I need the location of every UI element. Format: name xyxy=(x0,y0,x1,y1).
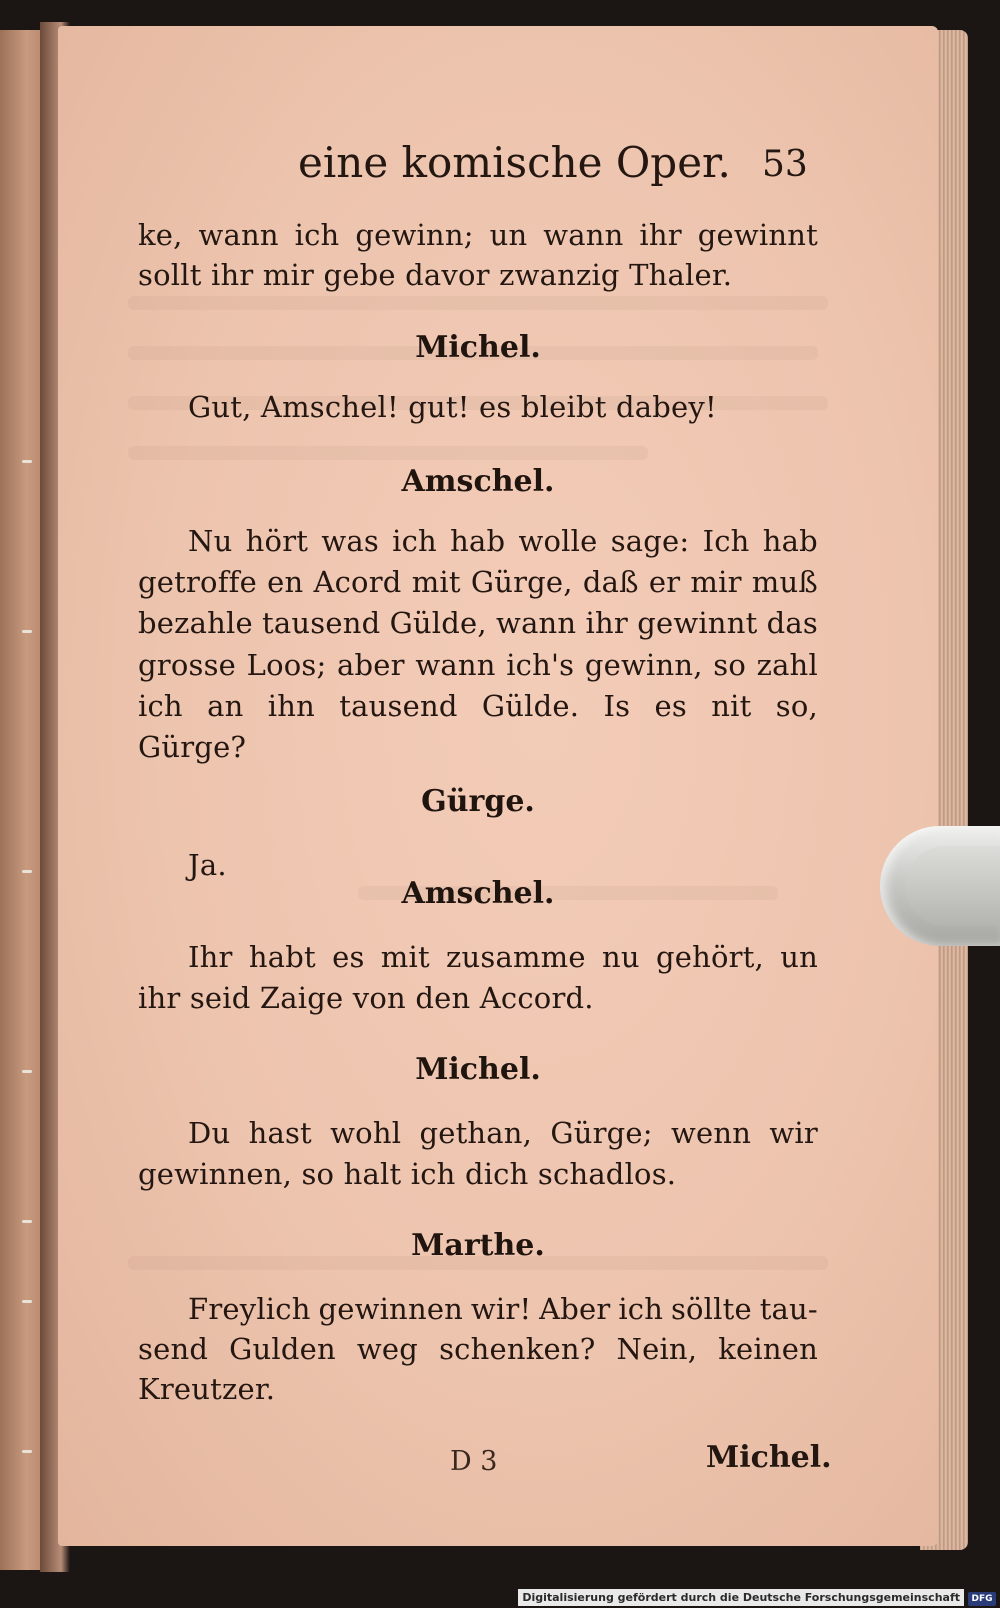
bleed-through-text xyxy=(128,446,648,460)
word: hab xyxy=(450,524,506,558)
text-line: Gut, Amschel! gut! es bleibt dabey! xyxy=(188,390,717,424)
word: Loos; xyxy=(246,648,327,682)
word: wir! xyxy=(470,1292,532,1326)
word: das xyxy=(766,606,818,640)
word: nit xyxy=(711,689,752,723)
word: ich xyxy=(138,689,183,723)
word: zusamme xyxy=(446,940,586,974)
binding-stitch xyxy=(22,1220,32,1223)
word: Gülde, xyxy=(389,606,487,640)
binding-stitch xyxy=(22,1300,32,1303)
word: grosse xyxy=(138,648,237,682)
word: ihn xyxy=(267,689,315,723)
digitization-credit: Digitalisierung gefördert durch die Deutsche Forschungsgemeinschaft xyxy=(518,1589,964,1606)
word: gewinnt xyxy=(637,606,758,640)
binding-stitch xyxy=(22,870,32,873)
speaker-name: Michel. xyxy=(415,330,541,365)
text-line xyxy=(138,648,818,682)
bleed-through-text xyxy=(128,296,828,310)
word: gehört, xyxy=(655,940,764,974)
word: wir xyxy=(769,1116,818,1150)
word: wolle xyxy=(518,524,598,558)
speaker-name: Marthe. xyxy=(411,1228,545,1263)
word: ihr xyxy=(585,606,628,640)
word: sage: xyxy=(610,524,690,558)
binding-stitch xyxy=(22,1070,32,1073)
word: was xyxy=(321,524,379,558)
text-line: Kreutzer. xyxy=(138,1372,276,1406)
word: wohl xyxy=(330,1116,402,1150)
binding-stitch xyxy=(22,630,32,633)
word: Ihr xyxy=(188,940,233,974)
word: hast xyxy=(248,1116,312,1150)
word: so xyxy=(713,648,746,682)
word: Ich xyxy=(702,524,750,558)
text-line: sollt ihr mir gebe davor zwanzig Thaler. xyxy=(138,258,733,292)
word: Gürge; xyxy=(550,1116,653,1150)
word: Aber xyxy=(539,1292,611,1326)
word: Nu xyxy=(188,524,233,558)
word: hab xyxy=(762,524,818,558)
word: so, xyxy=(775,689,818,723)
signature-mark: D 3 xyxy=(450,1446,498,1477)
text-line xyxy=(138,689,818,723)
word: aber xyxy=(337,648,405,682)
speaker-name: Amschel. xyxy=(401,464,555,499)
text-line: gewinnen, so halt ich dich schadlos. xyxy=(138,1157,677,1191)
word: gewinnen xyxy=(318,1292,464,1326)
word: ke, xyxy=(138,218,183,252)
text-line xyxy=(188,940,818,974)
text-line xyxy=(188,524,818,558)
word: mit xyxy=(411,565,461,599)
text-line xyxy=(188,1292,818,1326)
word: Du xyxy=(188,1116,231,1150)
word: gethan, xyxy=(419,1116,533,1150)
word: nu xyxy=(601,940,640,974)
word: es xyxy=(332,940,365,974)
word: Gürge, xyxy=(470,565,573,599)
word: wann xyxy=(543,218,624,252)
word: bezahle xyxy=(138,606,253,640)
word: tausend xyxy=(339,689,458,723)
word: ich's xyxy=(506,648,575,682)
word: Nein, xyxy=(616,1332,698,1366)
binding-stitch xyxy=(22,460,32,463)
word: wann xyxy=(496,606,577,640)
word: schenken? xyxy=(439,1332,596,1366)
word: Acord xyxy=(313,565,402,599)
word: es xyxy=(654,689,687,723)
word: er xyxy=(648,565,681,599)
word: gewinn; xyxy=(355,218,474,252)
word: mir xyxy=(690,565,742,599)
word: habt xyxy=(248,940,316,974)
word: wenn xyxy=(671,1116,752,1150)
text-line xyxy=(138,606,818,640)
word: an xyxy=(207,689,244,723)
word: Gulden xyxy=(229,1332,336,1366)
speaker-name: Gürge. xyxy=(421,784,535,819)
word: Gülde. xyxy=(481,689,580,723)
word: un xyxy=(780,940,818,974)
text-line xyxy=(138,1332,818,1366)
word: gewinnt xyxy=(697,218,818,252)
text-line xyxy=(138,565,818,599)
word: Freylich xyxy=(188,1292,311,1326)
word: tausend xyxy=(262,606,381,640)
word: ich xyxy=(294,218,340,252)
word: send xyxy=(138,1332,209,1366)
word: gewinn, xyxy=(584,648,703,682)
text-line: Gürge? xyxy=(138,730,247,764)
word: mit xyxy=(380,940,430,974)
word: zahl xyxy=(756,648,818,682)
word: getroffe xyxy=(138,565,257,599)
word: hört xyxy=(245,524,309,558)
binding-stitch xyxy=(22,1450,32,1453)
speaker-name: Amschel. xyxy=(401,876,555,911)
dfg-logo: DFG xyxy=(968,1592,996,1606)
speaker-name: Michel. xyxy=(415,1052,541,1087)
running-head: eine komische Oper. xyxy=(298,138,731,187)
word: Is xyxy=(603,689,631,723)
word: ich xyxy=(618,1292,664,1326)
page-clip-inner xyxy=(905,846,1000,926)
word: muß xyxy=(751,565,818,599)
word: un xyxy=(489,218,528,252)
word: keinen xyxy=(718,1332,818,1366)
word: ihr xyxy=(639,218,682,252)
word: daß xyxy=(582,565,639,599)
page-number: 53 xyxy=(762,144,808,185)
catchword: Michel. xyxy=(706,1440,832,1475)
word: wann xyxy=(415,648,496,682)
word: ich xyxy=(392,524,437,558)
text-line xyxy=(188,1116,818,1150)
text-line: Ja. xyxy=(188,848,227,882)
word: tau- xyxy=(759,1292,818,1326)
text-line: ihr seid Zaige von den Accord. xyxy=(138,981,594,1015)
word: söllte xyxy=(670,1292,752,1326)
text-line xyxy=(138,218,818,252)
word: wann xyxy=(198,218,279,252)
word: en xyxy=(267,565,304,599)
word: weg xyxy=(356,1332,419,1366)
